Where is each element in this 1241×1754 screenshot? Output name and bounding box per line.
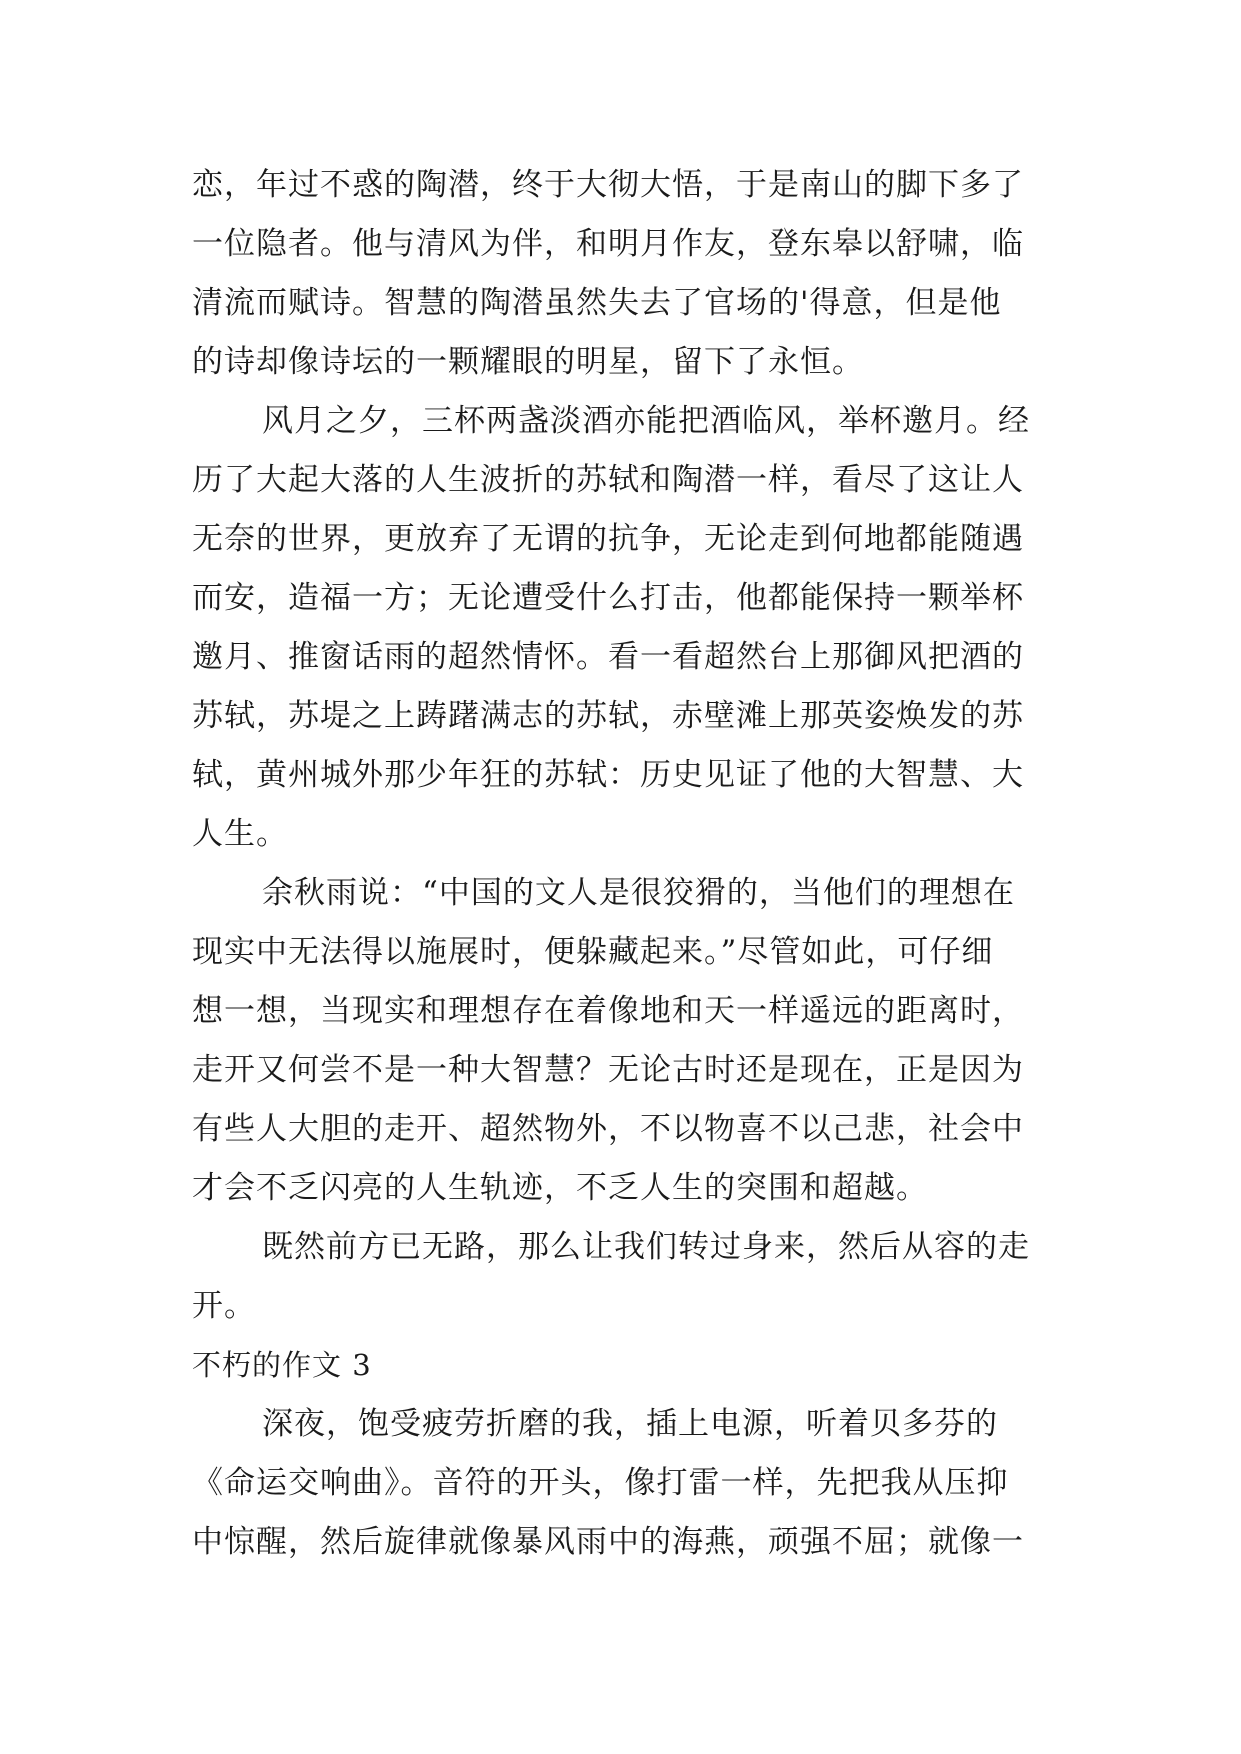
text-line: 开。 <box>192 1288 256 1324</box>
text-line: 邀月、推窗话雨的超然情怀。看一看超然台上那御风把酒的 <box>192 639 1024 675</box>
text-line: 中惊醒，然后旋律就像暴风雨中的海燕，顽强不屈；就像一 <box>192 1524 1024 1560</box>
paragraph-first-line: 余秋雨说：“中国的文人是很狡猾的，当他们的理想在 <box>262 875 1015 911</box>
text-line: 无奈的世界，更放弃了无谓的抗争，无论走到何地都能随遇 <box>192 521 1024 557</box>
text-line: 一位隐者。他与清风为伴，和明月作友，登东皋以舒啸，临 <box>192 226 1024 262</box>
text-line: 有些人大胆的走开、超然物外，不以物喜不以己悲，社会中 <box>192 1111 1024 1147</box>
paragraph-first-line: 深夜，饱受疲劳折磨的我，插上电源，听着贝多芬的 <box>262 1406 998 1442</box>
text-line: 历了大起大落的人生波折的苏轼和陶潜一样，看尽了这让人 <box>192 462 1024 498</box>
section-heading: 不朽的作文 3 <box>192 1348 372 1382</box>
text-line: 清流而赋诗。智慧的陶潜虽然失去了官场的'得意，但是他 <box>192 285 1002 321</box>
text-line: 恋，年过不惑的陶潜，终于大彻大悟，于是南山的脚下多了 <box>192 167 1024 203</box>
text-line: 走开又何尝不是一种大智慧？无论古时还是现在，正是因为 <box>192 1052 1024 1088</box>
text-line: 《命运交响曲》。音符的开头，像打雷一样，先把我从压抑 <box>192 1465 1009 1501</box>
text-line: 才会不乏闪亮的人生轨迹，不乏人生的突围和超越。 <box>192 1170 928 1206</box>
paragraph-first-line: 既然前方已无路，那么让我们转过身来，然后从容的走 <box>262 1229 1030 1265</box>
text-line: 而安，造福一方；无论遭受什么打击，他都能保持一颗举杯 <box>192 580 1024 616</box>
text-line: 现实中无法得以施展时，便躲藏起来。”尽管如此，可仔细 <box>192 934 994 970</box>
document-page <box>192 156 1052 1572</box>
text-line: 苏轼，苏堤之上踌躇满志的苏轼，赤壁滩上那英姿焕发的苏 <box>192 698 1024 734</box>
text-line: 轼，黄州城外那少年狂的苏轼：历史见证了他的大智慧、大 <box>192 757 1024 793</box>
text-line: 的诗却像诗坛的一颗耀眼的明星，留下了永恒。 <box>192 344 864 380</box>
text-line: 人生。 <box>192 816 288 852</box>
text-line: 想一想，当现实和理想存在着像地和天一样遥远的距离时， <box>192 993 1024 1029</box>
paragraph-first-line: 风月之夕，三杯两盏淡酒亦能把酒临风，举杯邀月。经 <box>262 403 1030 439</box>
